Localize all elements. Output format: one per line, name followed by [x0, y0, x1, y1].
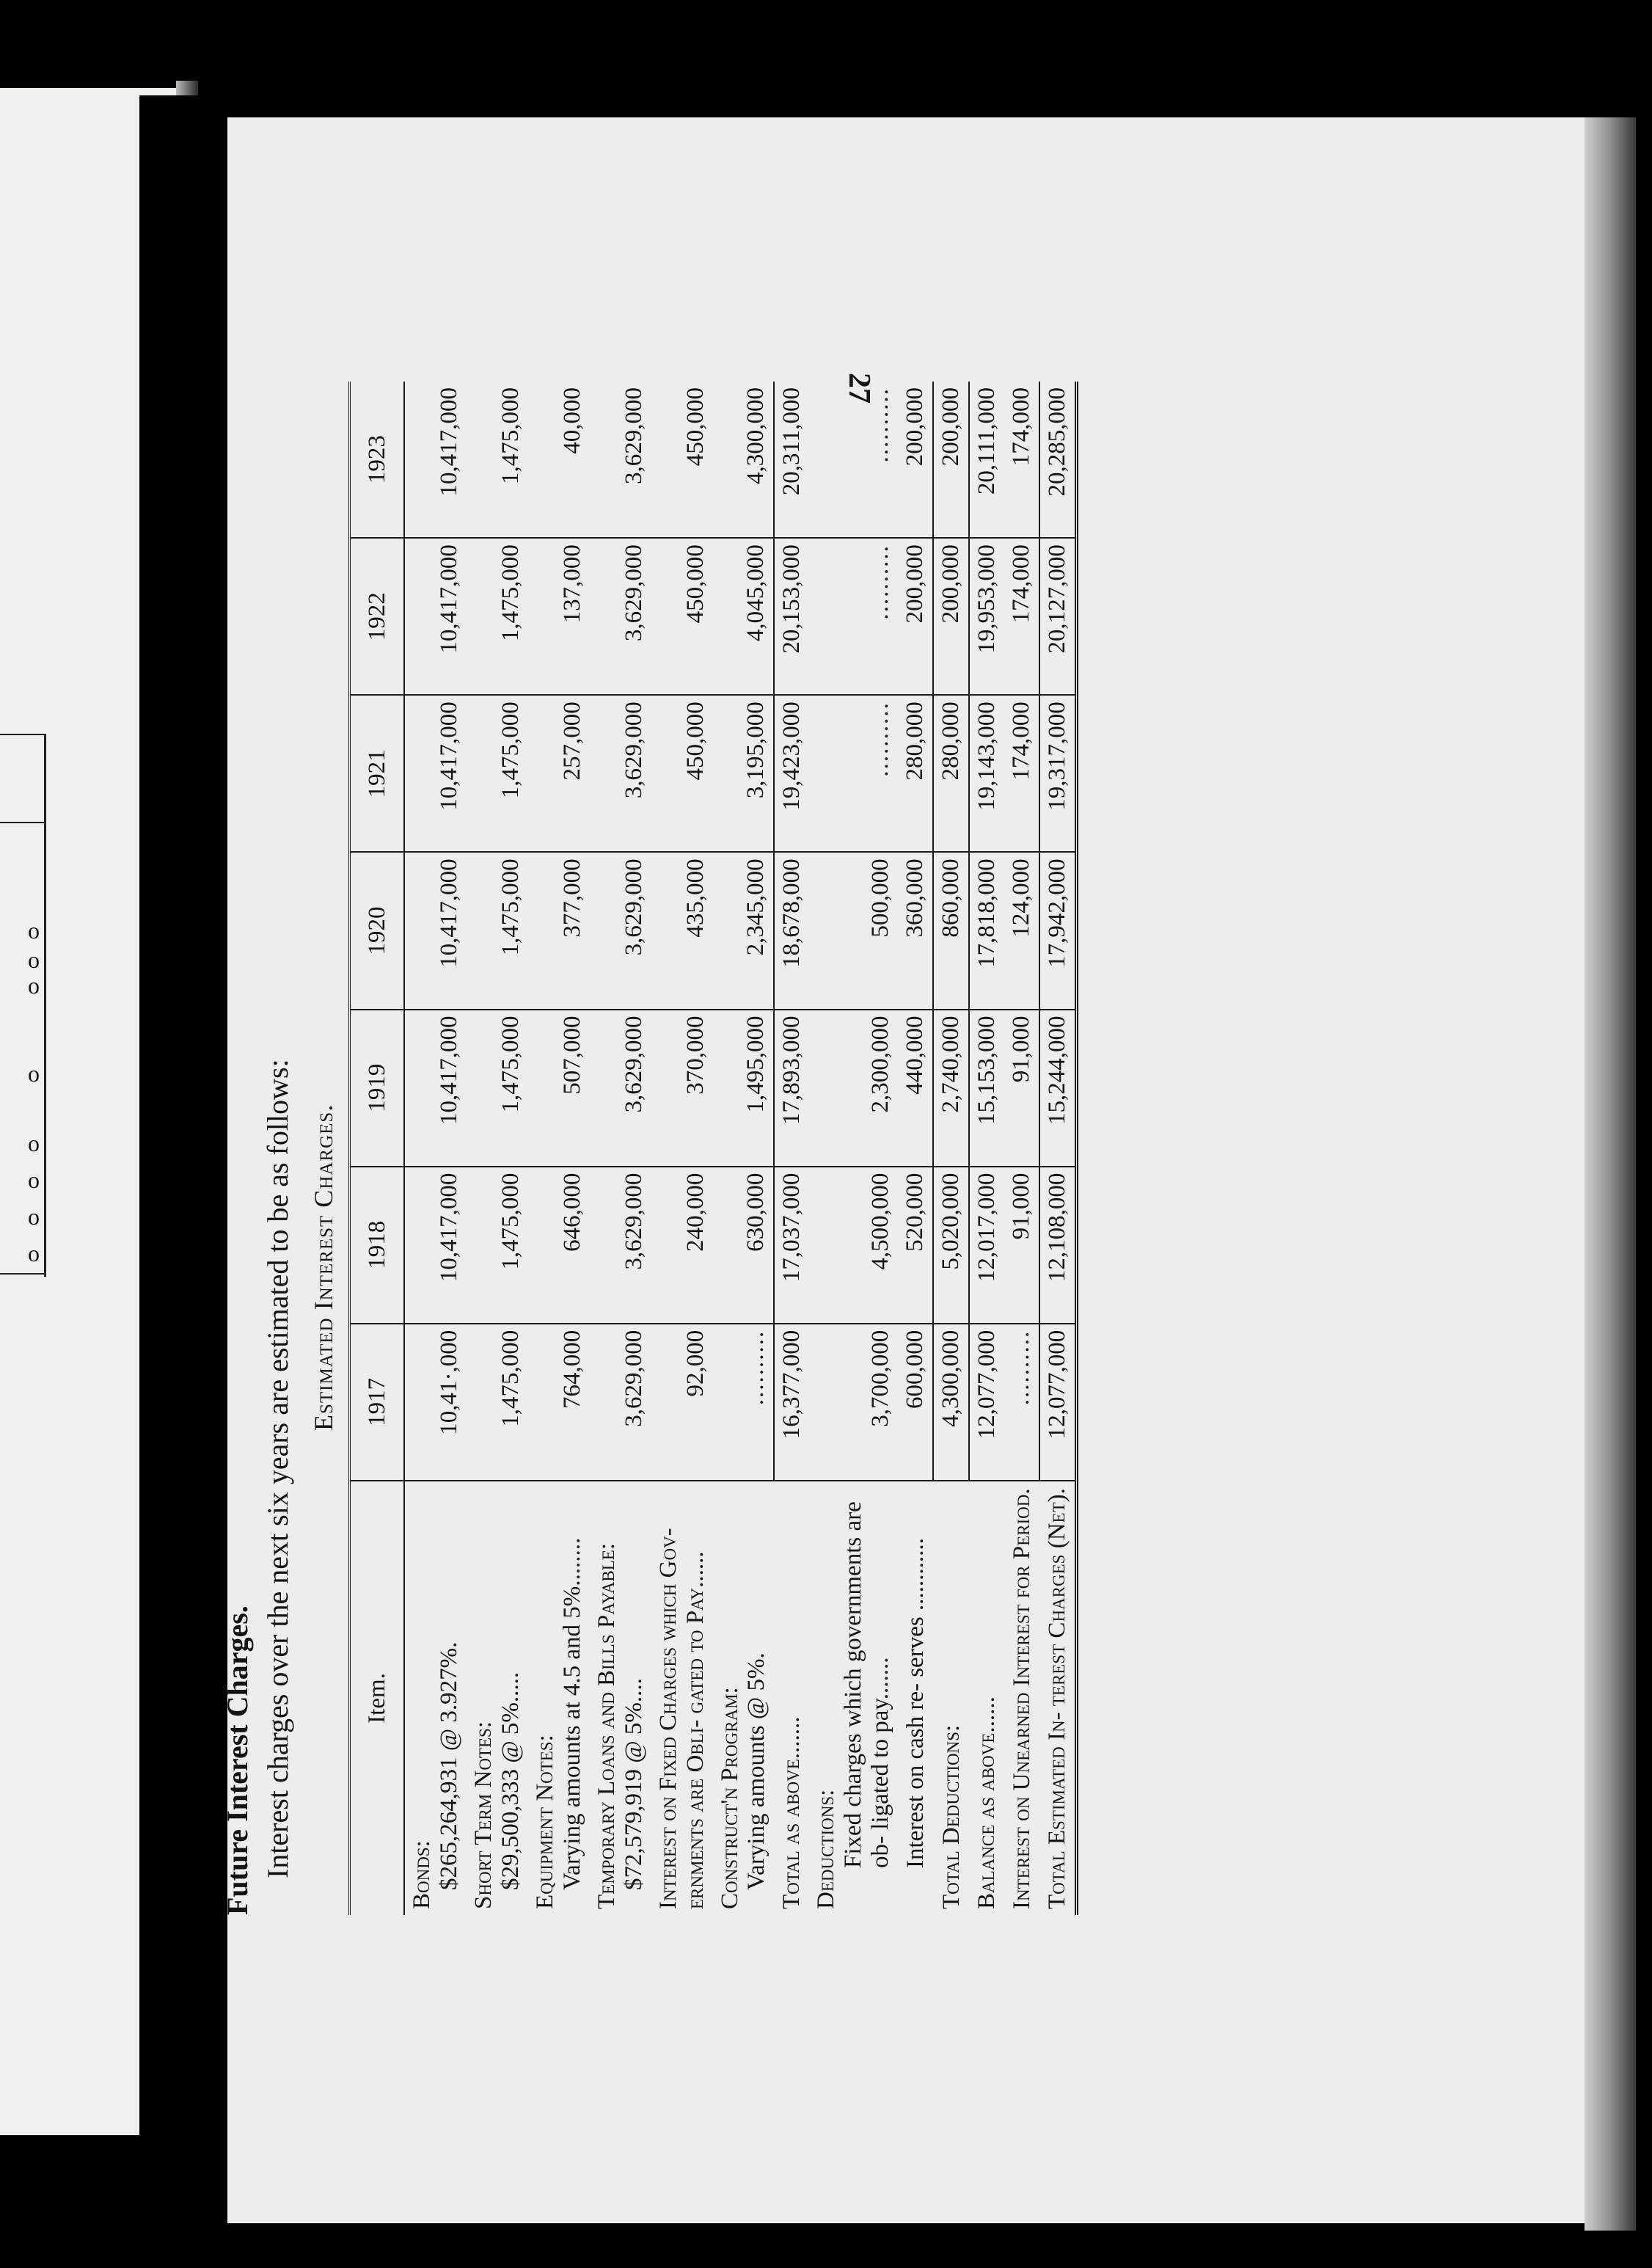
item-sub-label: Varying amounts @ 5%. [743, 1652, 770, 1890]
row-item-label [404, 1481, 467, 1915]
value-cell: .......... [809, 382, 898, 538]
column-header-year: 1922 [350, 538, 405, 695]
value-cell: 370,000 [651, 1010, 713, 1167]
value-cell: 600,000 [898, 1324, 933, 1481]
value-cell: 360,000 [898, 852, 933, 1009]
row-item-label [774, 1481, 809, 1915]
value-cell: 1,495,000 [713, 1010, 775, 1167]
table-title: Estimated Interest Charges. [309, 1104, 338, 1431]
value-cell: 3,629,000 [590, 382, 651, 538]
value-cell: 20,285,000 [1039, 382, 1076, 538]
digit-fragment: o [28, 1167, 40, 1193]
table-row [467, 382, 528, 1915]
row-item-label [933, 1481, 969, 1915]
row-item-label [809, 1481, 898, 1915]
item-sub-label: Varying amounts at 4.5 and 5%........ [558, 1537, 585, 1890]
value-cell: 450,000 [651, 695, 713, 852]
value-cell: 3,629,000 [590, 1010, 651, 1167]
value-cell: 16,377,000 [774, 1324, 809, 1481]
item-main-label: Deductions: [813, 1789, 840, 1909]
table-row [933, 382, 969, 1915]
value-cell: 3,629,000 [590, 1167, 651, 1324]
row-item-label [528, 1481, 590, 1915]
book-gutter [139, 95, 227, 2135]
item-main-label: Construct'n Program: [716, 1687, 743, 1909]
table-row [528, 382, 590, 1915]
row-item-label [467, 1481, 528, 1915]
item-sub-label: $72,579,919 @ 5%.... [620, 1678, 647, 1890]
column-header-year: 1921 [350, 695, 405, 852]
value-cell: 257,000 [528, 695, 590, 852]
value-cell: 91,000 [1004, 1010, 1039, 1167]
value-cell: 440,000 [898, 1010, 933, 1167]
value-cell: 1,475,000 [467, 538, 528, 695]
table-row [774, 382, 809, 1915]
intro-paragraph: Interest charges over the next six years are estimated to be as follows: [261, 1059, 294, 1878]
value-cell: 200,000 [933, 538, 969, 695]
value-cell: 12,108,000 [1039, 1167, 1076, 1324]
value-cell: 10,41·,000 [404, 1324, 467, 1481]
item-main-label: Balance as above...... [973, 1696, 1001, 1909]
value-cell: 19,317,000 [1039, 695, 1076, 852]
digit-fragment: o [28, 1060, 40, 1087]
value-cell: 500,000 [809, 852, 898, 1009]
value-cell: 3,629,000 [590, 1324, 651, 1481]
item-sub-label: $265,264,931 @ 3.927%. [435, 1641, 462, 1890]
column-header-year: 1918 [350, 1167, 405, 1324]
table-row [1039, 382, 1076, 1915]
table-rule [0, 822, 44, 823]
value-cell: 20,153,000 [774, 538, 809, 695]
value-cell: 1,475,000 [467, 1324, 528, 1481]
item-main-label: Total Deductions: [938, 1724, 965, 1909]
value-cell: 200,000 [898, 382, 933, 538]
value-cell: 17,942,000 [1039, 852, 1076, 1009]
value-cell: 3,195,000 [713, 695, 775, 852]
value-cell: 174,000 [1004, 538, 1039, 695]
value-cell: 200,000 [933, 382, 969, 538]
table-row [1004, 382, 1039, 1915]
digit-fragment: o [28, 947, 40, 973]
table-header-row [350, 382, 405, 1915]
value-cell: 3,629,000 [590, 852, 651, 1009]
item-main-label: Bonds: [409, 1840, 435, 1909]
value-cell: 240,000 [651, 1167, 713, 1324]
value-cell: 764,000 [528, 1324, 590, 1481]
row-item-label [590, 1481, 651, 1915]
table-row [404, 382, 467, 1915]
value-cell: 10,417,000 [404, 1010, 467, 1167]
value-cell: 10,417,000 [404, 695, 467, 852]
item-sub-label: Interest on cash re- serves ............ [902, 1538, 929, 1868]
value-cell: 435,000 [651, 852, 713, 1009]
section-heading: Future Interest Charges. [221, 1605, 254, 1915]
row-item-label [969, 1481, 1004, 1915]
value-cell: 18,678,000 [774, 852, 809, 1009]
digit-fragment: o [28, 1203, 40, 1230]
row-item-label [713, 1481, 775, 1915]
item-main-label: Short Term Notes: [469, 1721, 497, 1909]
value-cell: 137,000 [528, 538, 590, 695]
value-cell: 4,300,000 [713, 382, 775, 538]
value-cell: .......... [809, 538, 898, 695]
digit-fragment: o [28, 917, 40, 944]
value-cell: 1,475,000 [467, 382, 528, 538]
page-number: 27 [842, 373, 876, 404]
item-main-label: Total as above....... [778, 1716, 805, 1909]
value-cell: 92,000 [651, 1324, 713, 1481]
value-cell: 2,300,000 [809, 1010, 898, 1167]
digit-fragment: o [28, 1130, 40, 1156]
table-row [651, 382, 713, 1915]
value-cell: 10,417,000 [404, 852, 467, 1009]
column-header-year: 1923 [350, 382, 405, 538]
column-header-year: 1917 [350, 1324, 405, 1481]
value-cell: 20,311,000 [774, 382, 809, 538]
value-cell: 19,143,000 [969, 695, 1004, 852]
column-header-year: 1920 [350, 852, 405, 1009]
row-item-label [1039, 1481, 1076, 1915]
interest-charges-table [348, 382, 1078, 1915]
value-cell: 124,000 [1004, 852, 1039, 1009]
value-cell: 280,000 [898, 695, 933, 852]
value-cell: 174,000 [1004, 695, 1039, 852]
value-cell: 1,475,000 [467, 695, 528, 852]
value-cell: 20,127,000 [1039, 538, 1076, 695]
value-cell: 10,417,000 [404, 538, 467, 695]
value-cell: 3,629,000 [590, 538, 651, 695]
table-body [404, 382, 1077, 1915]
table-row [590, 382, 651, 1915]
value-cell: 1,475,000 [467, 852, 528, 1009]
value-cell: 200,000 [898, 538, 933, 695]
item-sub-label: $29,500,333 @ 5%..... [497, 1671, 524, 1890]
value-cell: 12,017,000 [969, 1167, 1004, 1324]
table-rule [0, 734, 44, 735]
item-main-label: Temporary Loans and Bills Payable: [593, 1543, 620, 1909]
digit-fragment: o [28, 1240, 40, 1266]
value-cell: 2,740,000 [933, 1010, 969, 1167]
value-cell: 280,000 [933, 695, 969, 852]
value-cell: 19,953,000 [969, 538, 1004, 695]
value-cell: 12,077,000 [969, 1324, 1004, 1481]
item-main-label: Interest on Fixed Charges which Gov- ernments are Obli- gated to Pay...... [654, 1528, 709, 1909]
digit-fragment: o [28, 972, 40, 999]
value-cell: 450,000 [651, 382, 713, 538]
value-cell: 20,111,000 [969, 382, 1004, 538]
value-cell: 19,423,000 [774, 695, 809, 852]
value-cell: 450,000 [651, 538, 713, 695]
item-sub-label: Fixed charges which governments are ob- ligated to pay....... [840, 1501, 894, 1868]
value-cell: 15,153,000 [969, 1010, 1004, 1167]
item-main-label: Equipment Notes: [531, 1735, 558, 1909]
value-cell: .......... [1004, 1324, 1039, 1481]
value-cell: 3,700,000 [809, 1324, 898, 1481]
item-main-label: Total Estimated In- terest Charges (Net). [1044, 1488, 1071, 1909]
item-main-label: Interest on Unearned Interest for Period. [1009, 1488, 1036, 1909]
value-cell: 17,037,000 [774, 1167, 809, 1324]
value-cell: 10,417,000 [404, 382, 467, 538]
value-cell: 12,077,000 [1039, 1324, 1076, 1481]
previous-page-table-fragment [0, 734, 46, 1277]
table-row [898, 382, 933, 1915]
value-cell: 3,629,000 [590, 695, 651, 852]
table-row [969, 382, 1004, 1915]
value-cell: 91,000 [1004, 1167, 1039, 1324]
value-cell: 2,345,000 [713, 852, 775, 1009]
value-cell: 520,000 [898, 1167, 933, 1324]
column-header-year: 1919 [350, 1010, 405, 1167]
rotated-page-content [220, 360, 1452, 2032]
table-row [713, 382, 775, 1915]
value-cell: 10,417,000 [404, 1167, 467, 1324]
table-rule [0, 1273, 44, 1275]
value-cell: 4,500,000 [809, 1167, 898, 1324]
value-cell: .......... [809, 695, 898, 852]
value-cell: 646,000 [528, 1167, 590, 1324]
value-cell: 17,818,000 [969, 852, 1004, 1009]
row-item-label [651, 1481, 713, 1915]
value-cell: 630,000 [713, 1167, 775, 1324]
value-cell: 860,000 [933, 852, 969, 1009]
value-cell: 17,893,000 [774, 1010, 809, 1167]
value-cell: 507,000 [528, 1010, 590, 1167]
value-cell: 1,475,000 [467, 1010, 528, 1167]
column-header-item: Item. [350, 1481, 405, 1915]
value-cell: 40,000 [528, 382, 590, 538]
value-cell: 1,475,000 [467, 1167, 528, 1324]
value-cell: .......... [713, 1324, 775, 1481]
value-cell: 4,045,000 [713, 538, 775, 695]
table-row [809, 382, 898, 1915]
value-cell: 5,020,000 [933, 1167, 969, 1324]
value-cell: 4,300,000 [933, 1324, 969, 1481]
page-stack-edge [1585, 117, 1636, 2231]
value-cell: 15,244,000 [1039, 1010, 1076, 1167]
value-cell: 174,000 [1004, 382, 1039, 538]
value-cell: 377,000 [528, 852, 590, 1009]
row-item-label [1004, 1481, 1039, 1915]
row-item-label [898, 1481, 933, 1915]
